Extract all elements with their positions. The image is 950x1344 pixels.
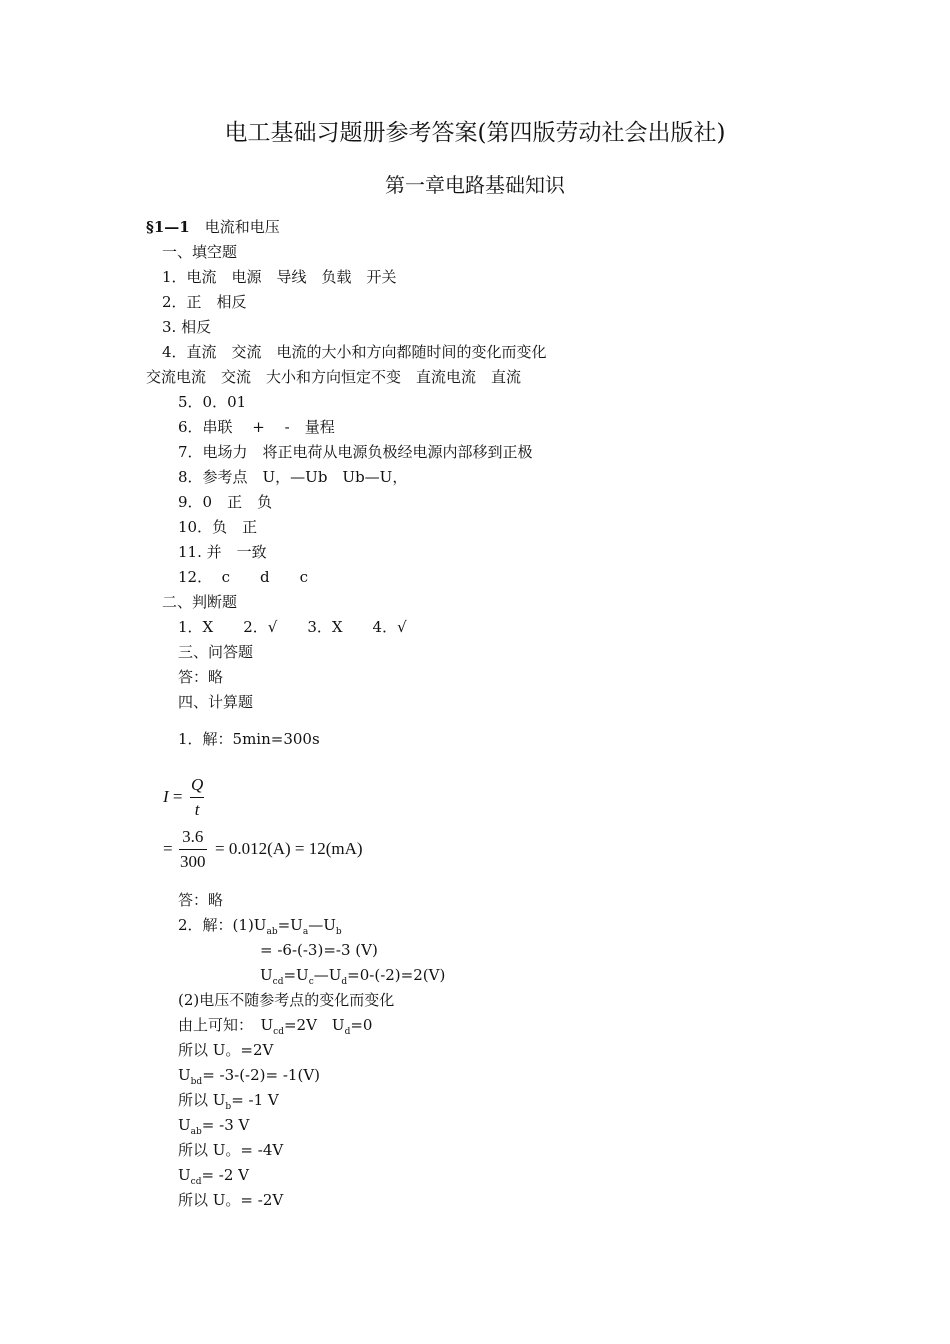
section-heading [146, 218, 280, 236]
judge-heading: 二、判断题 [162, 593, 238, 611]
judge-answers: 1．X 2．√ 3．X 4．√ [178, 618, 407, 636]
fill-blank-q2: 2．正 相反 [162, 293, 247, 311]
fill-blank-q1: 1．电流 电源 导线 负载 开关 [162, 268, 397, 286]
fill-blank-q12: 12． c d c [178, 568, 309, 586]
fill-blank-q5: 5．0．01 [178, 393, 247, 411]
chapter-title: 第一章电路基础知识 [385, 173, 565, 197]
calc-p2-line3: $U_{cd}=U_c—U_d=0-(-2)=2(V)$ [260, 966, 446, 987]
calc-p2-line7: $U_{bd}= -3-(-2)= -1(V)$ [178, 1066, 321, 1087]
calc-p2-line5: 由上可知： $U_{cd}=2V$ $U_d=0$ [178, 1016, 373, 1037]
section-marker: §1—1 [146, 218, 190, 236]
calc-p1-intro: 1．解：5min=300s [178, 730, 320, 748]
calc-p1-answer: 答：略 [178, 891, 224, 909]
document-title: 电工基础习题册参考答案(第四版劳动社会出版社) [224, 120, 726, 146]
formula-denominator: t [194, 800, 200, 819]
step-numerator: 3.6 [182, 827, 204, 846]
fill-blank-q11: 11. 并 一致 [178, 543, 267, 561]
calc-p2-line1: 2．解：$(1)U_{ab}=U_a—U_b$ [178, 916, 342, 937]
calc-p2-line11: $U_{cd}= -2$ V [178, 1166, 250, 1187]
fill-blank-q8: 8．参考点 U，—Ub Ub—U， [178, 468, 408, 486]
formula-numerator: Q [191, 775, 204, 794]
formula-fraction [190, 775, 204, 820]
step-fraction [179, 827, 207, 872]
calc-p2-line12: 所以 U。= -2V [178, 1191, 284, 1209]
fill-blank-heading: 一、填空题 [162, 243, 238, 261]
fill-blank-q9: 9．0 正 负 [178, 493, 273, 511]
calc-p2-line2: = -6-(-3)=-3 (V) [260, 941, 378, 959]
section-name: 电流和电压 [204, 218, 280, 236]
calc-p2-line4: (2)电压不随参考点的变化而变化 [178, 991, 395, 1009]
fill-blank-q10: 10．负 正 [178, 518, 258, 536]
qa-answer: 答：略 [178, 668, 224, 686]
calc-p2-line9: $U_{ab}= -3$ V [178, 1116, 250, 1137]
calc-heading: 四、计算题 [178, 693, 254, 711]
fill-blank-q7: 7．电场力 将正电荷从电源负极经电源内部移到正极 [178, 443, 533, 461]
fill-blank-q4: 4．直流 交流 电流的大小和方向都随时间的变化而变化 [162, 343, 547, 361]
step-result: = 0.012(A) = 12(mA) [215, 839, 363, 858]
step-eq: = [163, 839, 173, 858]
calc-p2-line6: 所以 U。=2V [178, 1041, 274, 1059]
calc-p2-line10: 所以 U。= -4V [178, 1141, 284, 1159]
calc-p2-line8: 所以 $U_b= -1$ V [178, 1091, 279, 1112]
fill-blank-q4-cont: 交流电流 交流 大小和方向恒定不变 直流电流 直流 [146, 368, 522, 386]
fill-blank-q3: 3. 相反 [162, 318, 212, 336]
fill-blank-q6: 6．串联 + - 量程 [178, 418, 335, 436]
step-denominator: 300 [180, 852, 206, 871]
formula-lhs: I = [163, 787, 183, 806]
qa-heading: 三、问答题 [178, 643, 254, 661]
